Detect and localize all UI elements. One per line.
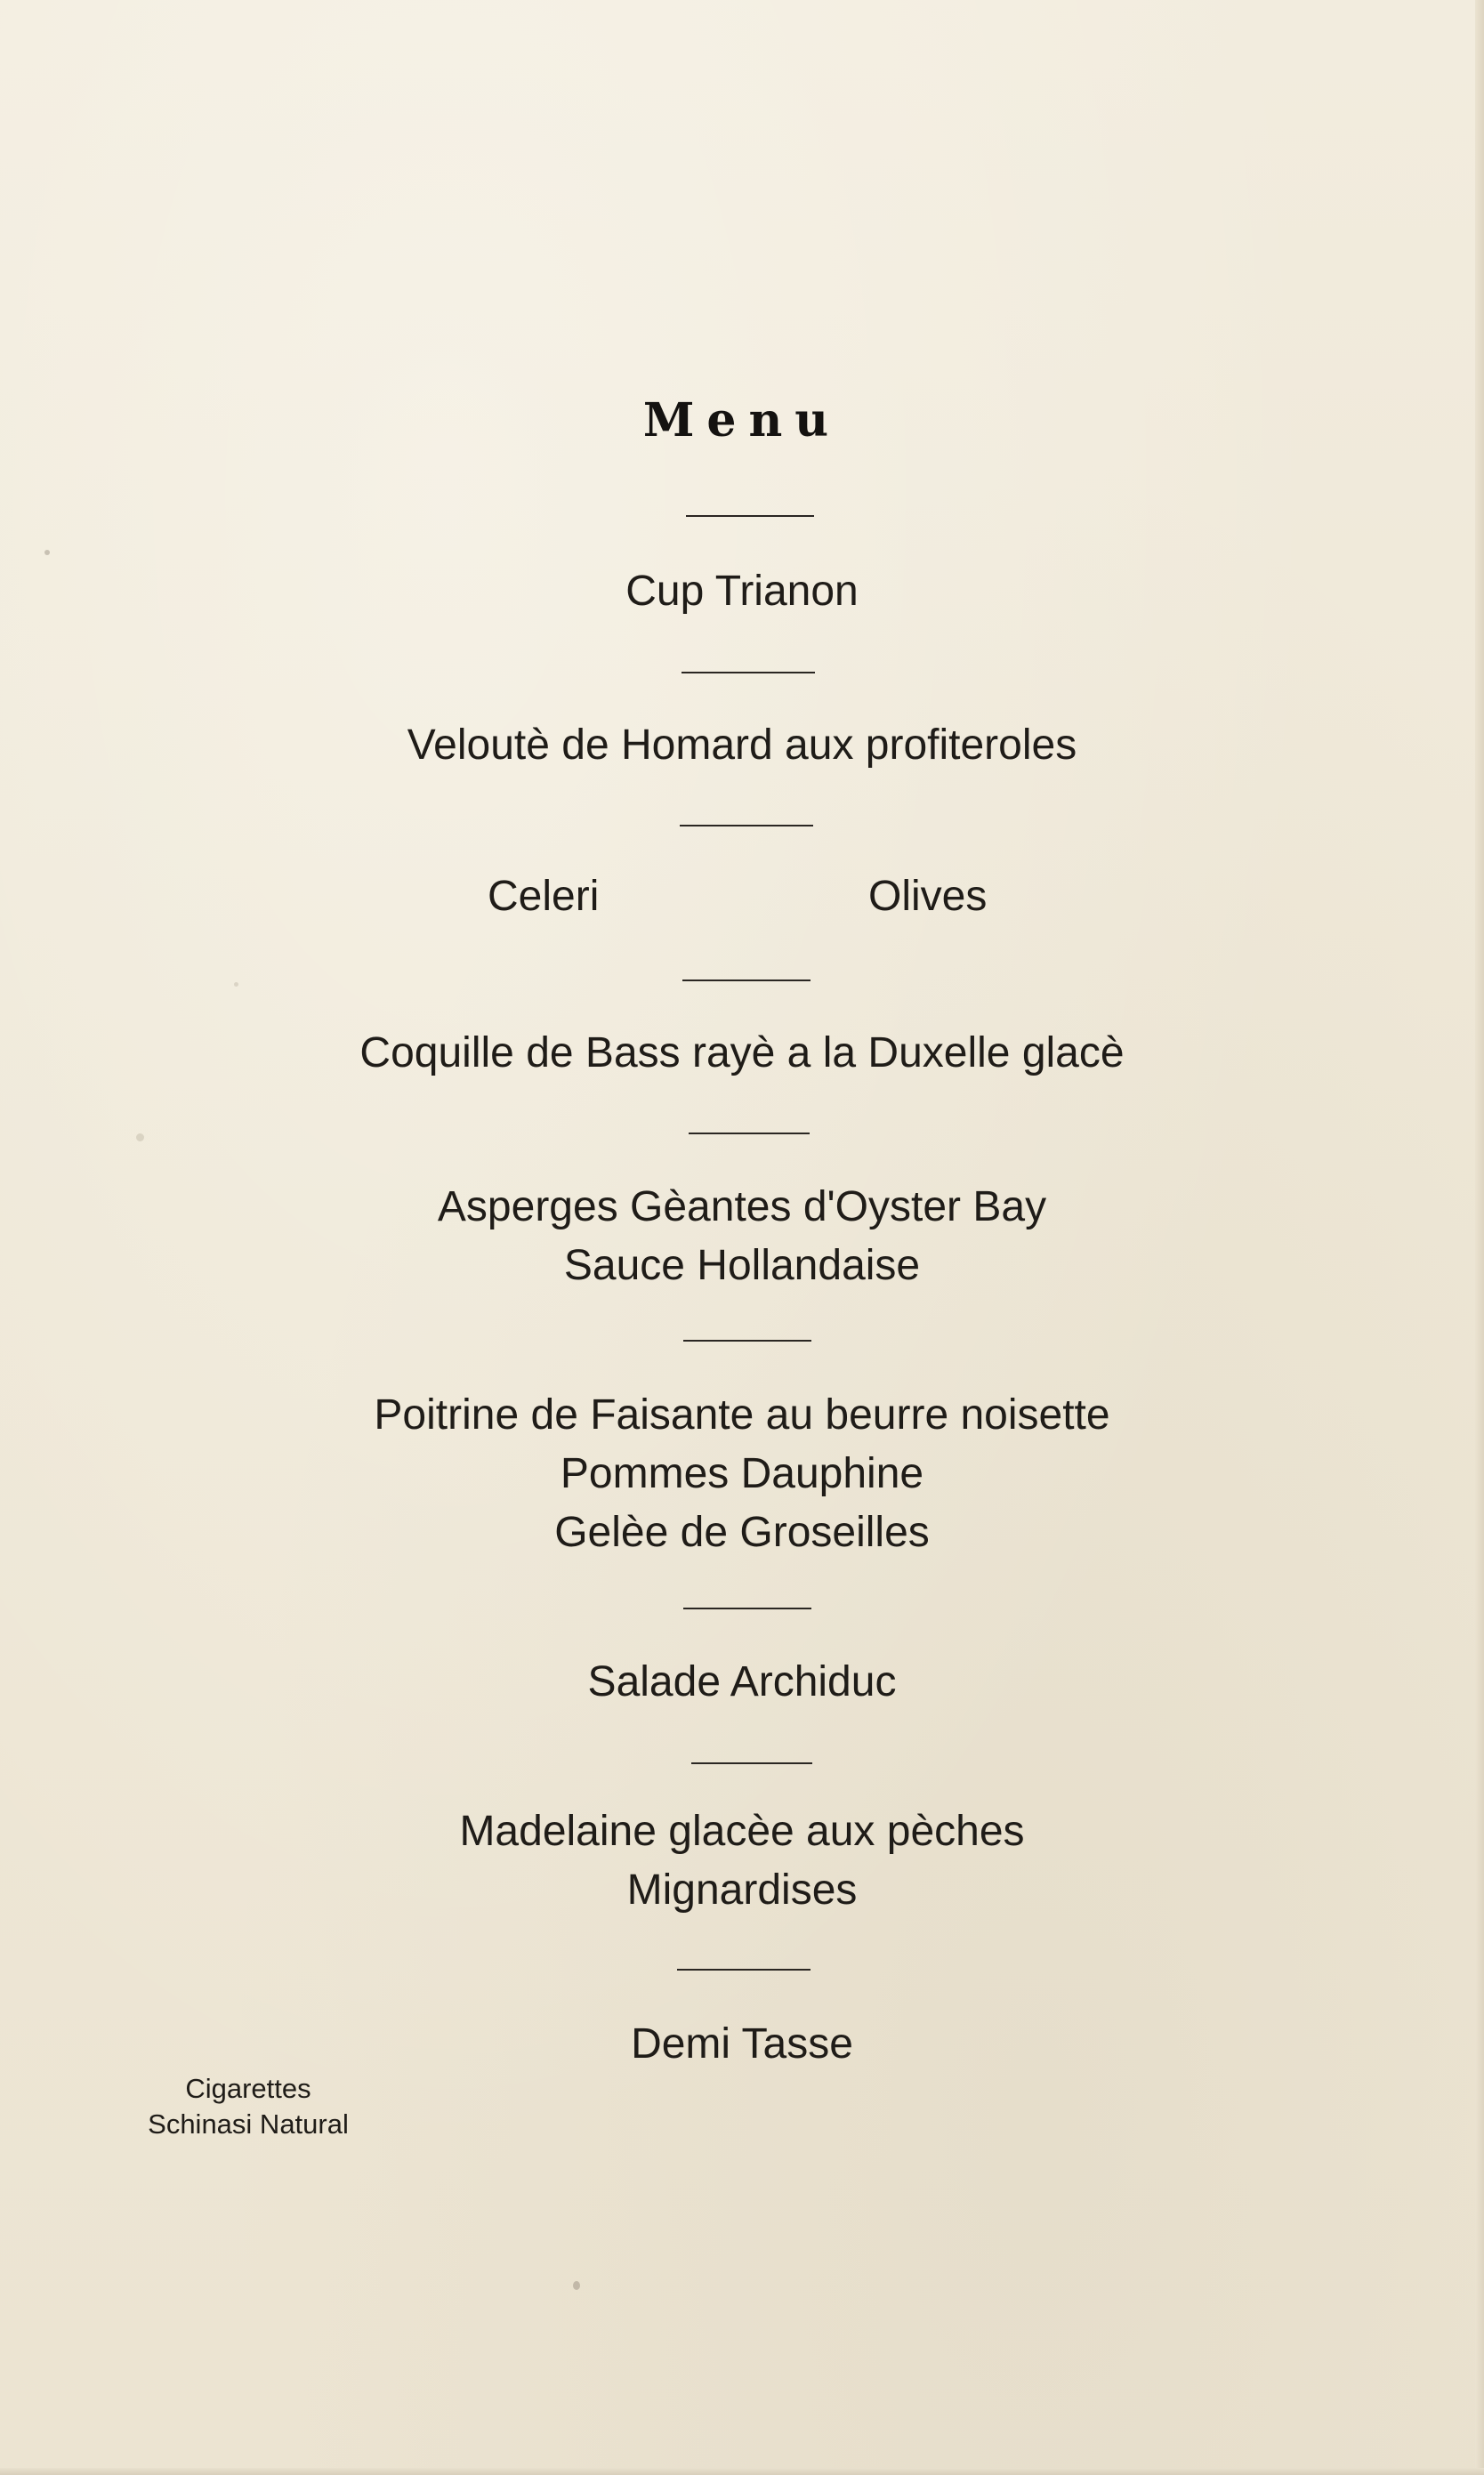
course-sauce: Sauce Hollandaise [563,1242,921,1289]
divider [683,1608,811,1609]
paper-speck [44,550,50,555]
divider [689,1133,810,1134]
divider [682,672,815,673]
note-cigarettes: Cigarettes [185,2073,311,2104]
divider [680,825,813,826]
menu-title: Menu [642,393,842,447]
course-mignardises: Mignardises [626,1866,858,1914]
course-salade: Salade Archiduc [587,1658,897,1705]
course-demi-tasse: Demi Tasse [631,2020,853,2068]
paper-speck [573,2281,580,2290]
paper-speck [136,1133,144,1141]
course-veloute: Veloutè de Homard aux profiteroles [407,722,1077,769]
course-poitrine: Poitrine de Faisante au beurre noisette [374,1391,1110,1439]
course-pommes: Pommes Dauphine [560,1450,924,1497]
divider [682,980,811,981]
divider [686,515,814,517]
divider [683,1340,811,1342]
course-coquille: Coquille de Bass rayè a la Duxelle glacè [359,1029,1125,1076]
course-madelaine: Madelaine glacèe aux pèches [459,1808,1025,1855]
card-bottom-edge [0,2468,1484,2475]
course-gelee: Gelèe de Groseilles [554,1509,930,1556]
divider [691,1762,812,1764]
note-brand: Schinasi Natural [148,2108,349,2140]
paper-speck [234,982,238,987]
divider [677,1969,811,1971]
course-celeri: Celeri [488,873,600,920]
course-cup-trianon: Cup Trianon [625,568,859,615]
course-asperges: Asperges Gèantes d'Oyster Bay [437,1183,1047,1230]
course-olives: Olives [868,873,988,920]
